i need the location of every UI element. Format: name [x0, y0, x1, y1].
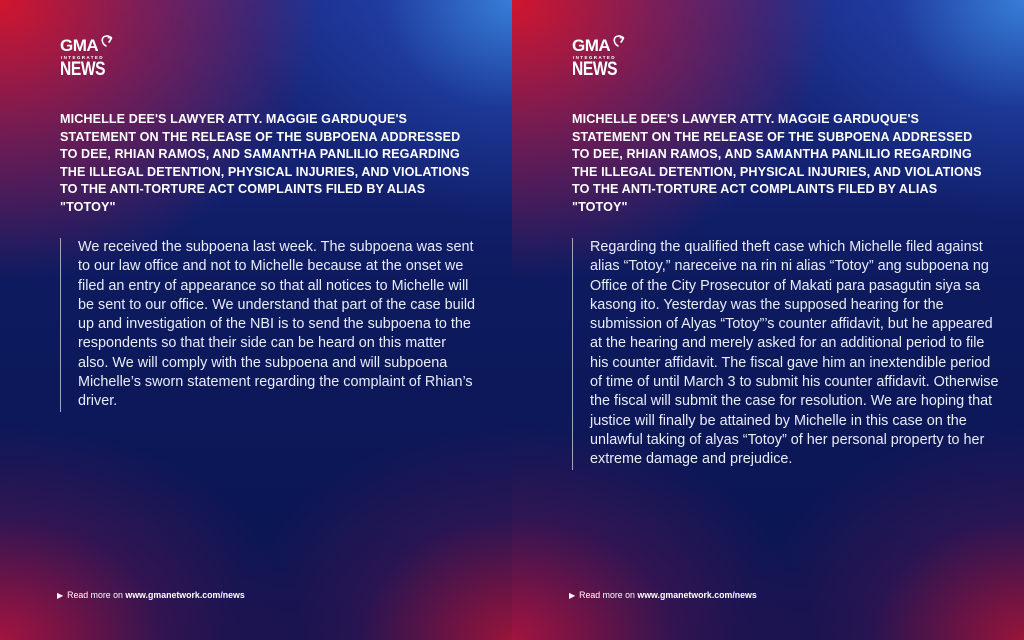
gma-news-logo: [572, 34, 632, 86]
logo-news-text: NEWS: [572, 59, 618, 80]
read-more-link[interactable]: www.gmanetwork.com/news: [125, 590, 245, 600]
read-more-footer[interactable]: [57, 589, 245, 602]
read-more-prefix: Read more on: [579, 590, 635, 600]
play-arrow-icon: ▶: [57, 591, 64, 600]
headline: MICHELLE DEE'S LAWYER ATTY. MAGGIE GARDUQUE'S STATEMENT ON THE RELEASE OF THE SUBPOENA ADDRESSED TO DEE, RHIAN RAMOS, AND SAMANTHA PANLILIO REGARDING THE ILLEGAL DETENTION, PHYSICAL INJURIES, AND VIOLATIONS TO THE ANTI-TORTURE ACT COMPLAINTS FILED BY ALIAS "TOTOY": [572, 112, 982, 214]
statement-body: Regarding the qualified theft case which Michelle filed against alias “Totoy,” nareceive na rin ni alias “Totoy” ang subpoena ng Office of the City Prosecutor of Makati para pasagutin siya sa kasong ito. Yesterday was the supposed hearing for the submission of Alyas “Totoy”’s counter affidavit, but he appeared at the hearing and merely asked for an additional period to file his counter affidavit. The fiscal gave him an inextendible period of time of until March 3 to submit his counter affidavit. Otherwise the fiscal will submit the case for resolution. We are hoping that justice will finally be attained by Michelle in this case on the unlawful taking of alyas “Totoy” of her personal property to her extreme damage and prejudice.: [590, 239, 999, 468]
logo-swirl-icon: [99, 34, 113, 48]
read-more-prefix: Read more on: [67, 590, 123, 600]
logo-integrated-text: INTEGRATED: [573, 55, 616, 60]
logo-integrated-text: INTEGRATED: [61, 55, 104, 60]
logo-gma-text: GMA: [572, 36, 611, 55]
headline: MICHELLE DEE'S LAWYER ATTY. MAGGIE GARDUQUE'S STATEMENT ON THE RELEASE OF THE SUBPOENA ADDRESSED TO DEE, RHIAN RAMOS, AND SAMANTHA PANLILIO REGARDING THE ILLEGAL DETENTION, PHYSICAL INJURIES, AND VIOLATIONS TO THE ANTI-TORTURE ACT COMPLAINTS FILED BY ALIAS "TOTOY": [60, 112, 470, 214]
gma-news-logo: [60, 34, 120, 86]
play-arrow-icon: ▶: [569, 591, 576, 600]
logo-swirl-icon: [611, 34, 625, 48]
statement-quote: [60, 238, 478, 412]
statement-body: We received the subpoena last week. The subpoena was sent to our law office and not to Michelle because at the onset we filed an entry of appearance so that all notices to Michelle will be sent to our office. We understand that part of the case build up and investigation of the NBI is to send the subpoena to the respondents so that their side can be heard on this matter also. We will comply with the subpoena and will subpoena Michelle’s sworn statement regarding the complaint of Rhian’s driver.: [78, 239, 476, 410]
statement-card-2: [512, 0, 1024, 640]
read-more-footer[interactable]: [569, 589, 757, 602]
read-more-link[interactable]: www.gmanetwork.com/news: [637, 590, 757, 600]
logo-news-text: NEWS: [60, 59, 106, 80]
statement-quote: [572, 238, 1002, 470]
logo-gma-text: GMA: [60, 36, 99, 55]
